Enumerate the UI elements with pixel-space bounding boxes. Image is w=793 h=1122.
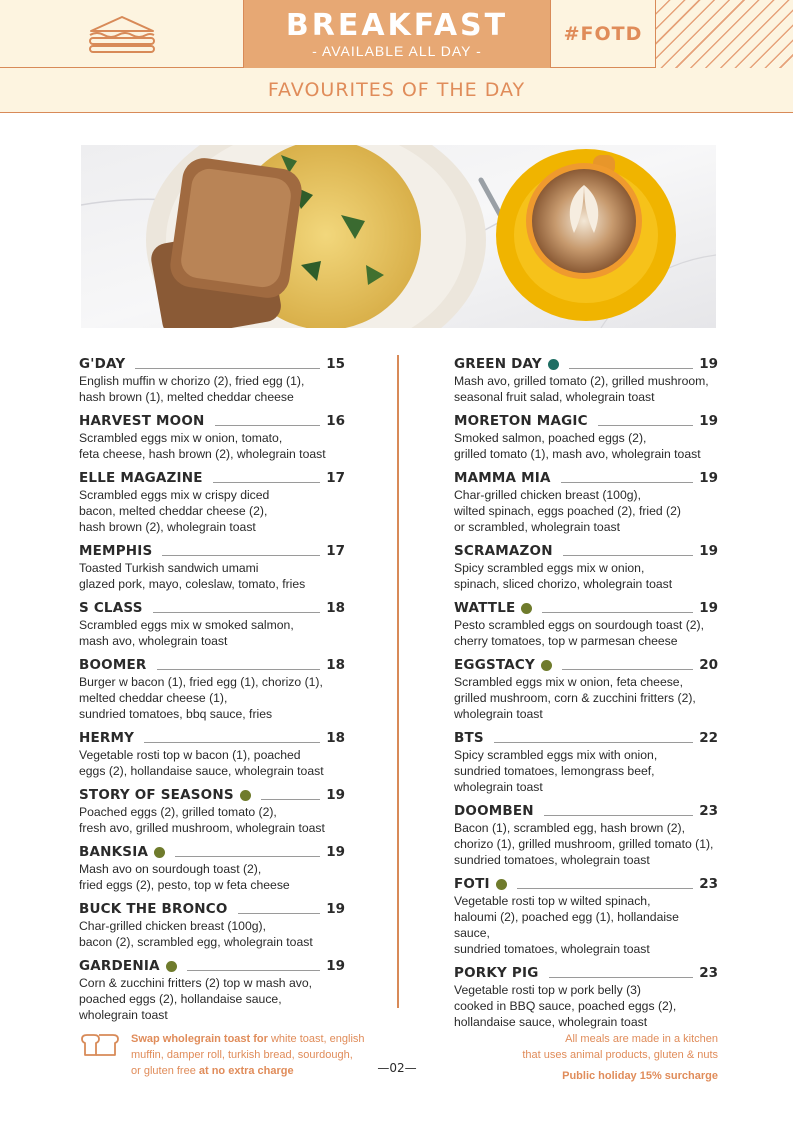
swap-bold: Swap wholegrain toast for (131, 1033, 268, 1045)
menu-item (454, 729, 718, 795)
menu-item (79, 957, 345, 1023)
dietary-dot-icon (496, 879, 507, 890)
menu-item-description: Char-grilled chicken breast (100g), wilted spinach, eggs poached (2), fried (2) or scrambled, wholegrain toast (454, 488, 681, 534)
menu-item-price: 19 (326, 901, 345, 917)
menu-item (79, 542, 345, 592)
price-leader-line (238, 904, 321, 914)
menu-item-name: ELLE MAGAZINE (79, 470, 203, 486)
price-leader-line (135, 359, 320, 369)
menu-item-price: 17 (326, 543, 345, 559)
hashtag-label: #FOTD (550, 0, 656, 68)
menu-item-name: MORETON MAGIC (454, 413, 588, 429)
menu-item-header (79, 599, 345, 617)
menu-item-header (79, 957, 345, 975)
menu-item (79, 599, 345, 649)
menu-item (79, 843, 345, 893)
price-leader-line (157, 660, 321, 670)
price-leader-line (187, 961, 320, 971)
price-leader-line (517, 879, 693, 889)
menu-item-name: BUCK THE BRONCO (79, 901, 228, 917)
menu-item-header (454, 542, 718, 560)
toast-swap-note (79, 1031, 389, 1077)
breakfast-photo (81, 145, 716, 328)
price-leader-line (494, 733, 693, 743)
menu-item-header (454, 355, 718, 373)
menu-item-name: EGGSTACY (454, 657, 535, 673)
menu-item-header (454, 875, 718, 893)
menu-item-price: 23 (699, 876, 718, 892)
dietary-dot-icon (154, 847, 165, 858)
menu-item-price: 18 (326, 657, 345, 673)
price-leader-line (175, 847, 320, 857)
menu-item (454, 542, 718, 592)
dietary-dot-icon (521, 603, 532, 614)
menu-item-header (79, 542, 345, 560)
menu-item-price: 18 (326, 730, 345, 746)
menu-item (79, 729, 345, 779)
menu-item-header (454, 729, 718, 747)
price-leader-line (213, 473, 321, 483)
menu-item-price: 15 (326, 356, 345, 372)
header-title-panel (244, 0, 550, 68)
menu-item-name: MEMPHIS (79, 543, 153, 559)
menu-item-name: MAMMA MIA (454, 470, 551, 486)
decorative-stripes (656, 0, 793, 68)
price-leader-line (561, 473, 694, 483)
menu-item-header (79, 786, 345, 804)
dietary-dot-icon (166, 961, 177, 972)
menu-item-name: STORY OF SEASONS (79, 787, 234, 803)
menu-item-price: 19 (326, 787, 345, 803)
price-leader-line (549, 968, 694, 978)
price-leader-line (563, 546, 693, 556)
menu-item-price: 22 (699, 730, 718, 746)
menu-item-description: Corn & zucchini fritters (2) top w mash avo, poached eggs (2), hollandaise sauce, wholegrain toast (79, 976, 312, 1022)
allergen-disclaimer: All meals are made in a kitchen that uses animal products, gluten & nuts (522, 1033, 718, 1061)
menu-item-description: Toasted Turkish sandwich umami glazed pork, mayo, coleslaw, tomato, fries (79, 561, 306, 591)
menu-item-name: G'DAY (79, 356, 126, 372)
menu-item-price: 19 (326, 844, 345, 860)
menu-item-header (79, 843, 345, 861)
menu-column-right (454, 355, 718, 1037)
price-leader-line (261, 790, 320, 800)
column-divider (397, 355, 399, 1008)
menu-item (79, 412, 345, 462)
menu-item (454, 964, 718, 1030)
menu-item-name: BTS (454, 730, 484, 746)
menu-item-header (79, 729, 345, 747)
menu-item-price: 16 (326, 413, 345, 429)
menu-item (454, 355, 718, 405)
menu-item-description: Smoked salmon, poached eggs (2), grilled tomato (1), mash avo, wholegrain toast (454, 431, 701, 461)
menu-item (454, 656, 718, 722)
menu-item (454, 875, 718, 957)
menu-item-name: WATTLE (454, 600, 516, 616)
menu-item-name: S CLASS (79, 600, 143, 616)
menu-item-price: 20 (699, 657, 718, 673)
menu-item-header (79, 656, 345, 674)
menu-item-header (79, 469, 345, 487)
menu-item-description: Scrambled eggs mix w crispy diced bacon, melted cheddar cheese (2), hash brown (2), wholegrain toast (79, 488, 270, 534)
dietary-dot-icon (548, 359, 559, 370)
dietary-dot-icon (240, 790, 251, 801)
menu-item-header (454, 964, 718, 982)
menu-item-header (454, 802, 718, 820)
page-title: BREAKFAST (285, 8, 509, 43)
menu-item-name: BOOMER (79, 657, 147, 673)
menu-item (454, 802, 718, 868)
menu-item-description: Mash avo, grilled tomato (2), grilled mushroom, seasonal fruit salad, wholegrain toast (454, 374, 709, 404)
menu-item-price: 19 (699, 413, 718, 429)
menu-item-header (79, 355, 345, 373)
price-leader-line (562, 660, 693, 670)
menu-item (79, 786, 345, 836)
menu-item-description: Scrambled eggs mix w smoked salmon, mash avo, wholegrain toast (79, 618, 294, 648)
dietary-dot-icon (541, 660, 552, 671)
menu-item-description: Spicy scrambled eggs mix w onion, spinach, sliced chorizo, wholegrain toast (454, 561, 673, 591)
menu-item-price: 19 (699, 470, 718, 486)
toast-icon (79, 1033, 121, 1057)
menu-item-description: English muffin w chorizo (2), fried egg (1), hash brown (1), melted cheddar cheese (79, 374, 305, 404)
menu-item-price: 19 (699, 543, 718, 559)
menu-item-name: SCRAMAZON (454, 543, 553, 559)
swap-options: white toast, english muffin, damper roll, turkish bread, sourdough, or gluten free (131, 1033, 365, 1077)
page-subtitle: - AVAILABLE ALL DAY - (312, 43, 482, 59)
menu-item-description: Bacon (1), scrambled egg, hash brown (2), chorizo (1), grilled mushroom, grilled tomato (1), sundried tomatoes, wholegrain toast (454, 821, 714, 867)
price-leader-line (215, 416, 321, 426)
price-leader-line (544, 806, 693, 816)
menu-item-name: FOTI (454, 876, 490, 892)
menu-item-name: BANKSIA (79, 844, 149, 860)
menu-item-price: 23 (699, 965, 718, 981)
menu-item-header (454, 599, 718, 617)
menu-item-name: GREEN DAY (454, 356, 542, 372)
menu-item-header (454, 412, 718, 430)
menu-item-header (454, 469, 718, 487)
menu-item-description: Char-grilled chicken breast (100g), bacon (2), scrambled egg, wholegrain toast (79, 919, 313, 949)
menu-item-price: 23 (699, 803, 718, 819)
price-leader-line (598, 416, 693, 426)
menu-item-name: HARVEST MOON (79, 413, 205, 429)
menu-item-price: 19 (699, 356, 718, 372)
menu-item (454, 469, 718, 535)
menu-item-description: Spicy scrambled eggs mix with onion, sundried tomatoes, lemongrass beef, wholegrain toast (454, 748, 658, 794)
sandwich-icon (87, 13, 157, 55)
menu-item-header (79, 900, 345, 918)
menu-item-price: 18 (326, 600, 345, 616)
menu-item (79, 355, 345, 405)
menu-item (79, 656, 345, 722)
menu-item-header (454, 656, 718, 674)
menu-item-description: Poached eggs (2), grilled tomato (2), fresh avo, grilled mushroom, wholegrain toast (79, 805, 325, 835)
menu-item-description: Burger w bacon (1), fried egg (1), chorizo (1), melted cheddar cheese (1), sundried tomatoes, bbq sauce, fries (79, 675, 323, 721)
menu-item-price: 19 (326, 958, 345, 974)
page-header (0, 0, 793, 68)
price-leader-line (542, 603, 693, 613)
menu-item-description: Vegetable rosti top w pork belly (3) cooked in BBQ sauce, poached eggs (2), hollandaise sauce, wholegrain toast (454, 983, 677, 1029)
menu-item-name: GARDENIA (79, 958, 160, 974)
holiday-surcharge: Public holiday 15% surcharge (562, 1070, 718, 1082)
menu-item (454, 412, 718, 462)
swap-bold-end: at no extra charge (198, 1065, 294, 1077)
menu-item (454, 599, 718, 649)
menu-item-description: Pesto scrambled eggs on sourdough toast (2), cherry tomatoes, top w parmesan cheese (454, 618, 704, 648)
footer-notes (470, 1031, 718, 1084)
header-logo-panel (0, 0, 244, 68)
menu-column-left (79, 355, 345, 1030)
section-title: FAVOURITES OF THE DAY (267, 79, 526, 101)
page-number: —02— (377, 1061, 417, 1075)
price-leader-line (144, 733, 320, 743)
menu-item-header (79, 412, 345, 430)
menu-item (79, 900, 345, 950)
menu-item-description: Scrambled eggs mix w onion, tomato, feta cheese, hash brown (2), wholegrain toast (79, 431, 326, 461)
section-header (0, 68, 793, 113)
menu-item-description: Scrambled eggs mix w onion, feta cheese, grilled mushroom, corn & zucchini fritters (2), wholegrain toast (454, 675, 696, 721)
menu-item-name: PORKY PIG (454, 965, 539, 981)
price-leader-line (569, 359, 693, 369)
menu-item-description: Vegetable rosti top w bacon (1), poached eggs (2), hollandaise sauce, wholegrain toast (79, 748, 324, 778)
price-leader-line (153, 603, 321, 613)
menu-item-description: Mash avo on sourdough toast (2), fried eggs (2), pesto, top w feta cheese (79, 862, 290, 892)
menu-item-name: HERMY (79, 730, 135, 746)
menu-item-price: 17 (326, 470, 345, 486)
menu-item (79, 469, 345, 535)
menu-item-description: Vegetable rosti top w wilted spinach, haloumi (2), poached egg (1), hollandaise sauce, sundried tomatoes, wholegrain toast (454, 894, 679, 956)
menu-item-price: 19 (699, 600, 718, 616)
menu-item-name: DOOMBEN (454, 803, 534, 819)
price-leader-line (162, 546, 320, 556)
